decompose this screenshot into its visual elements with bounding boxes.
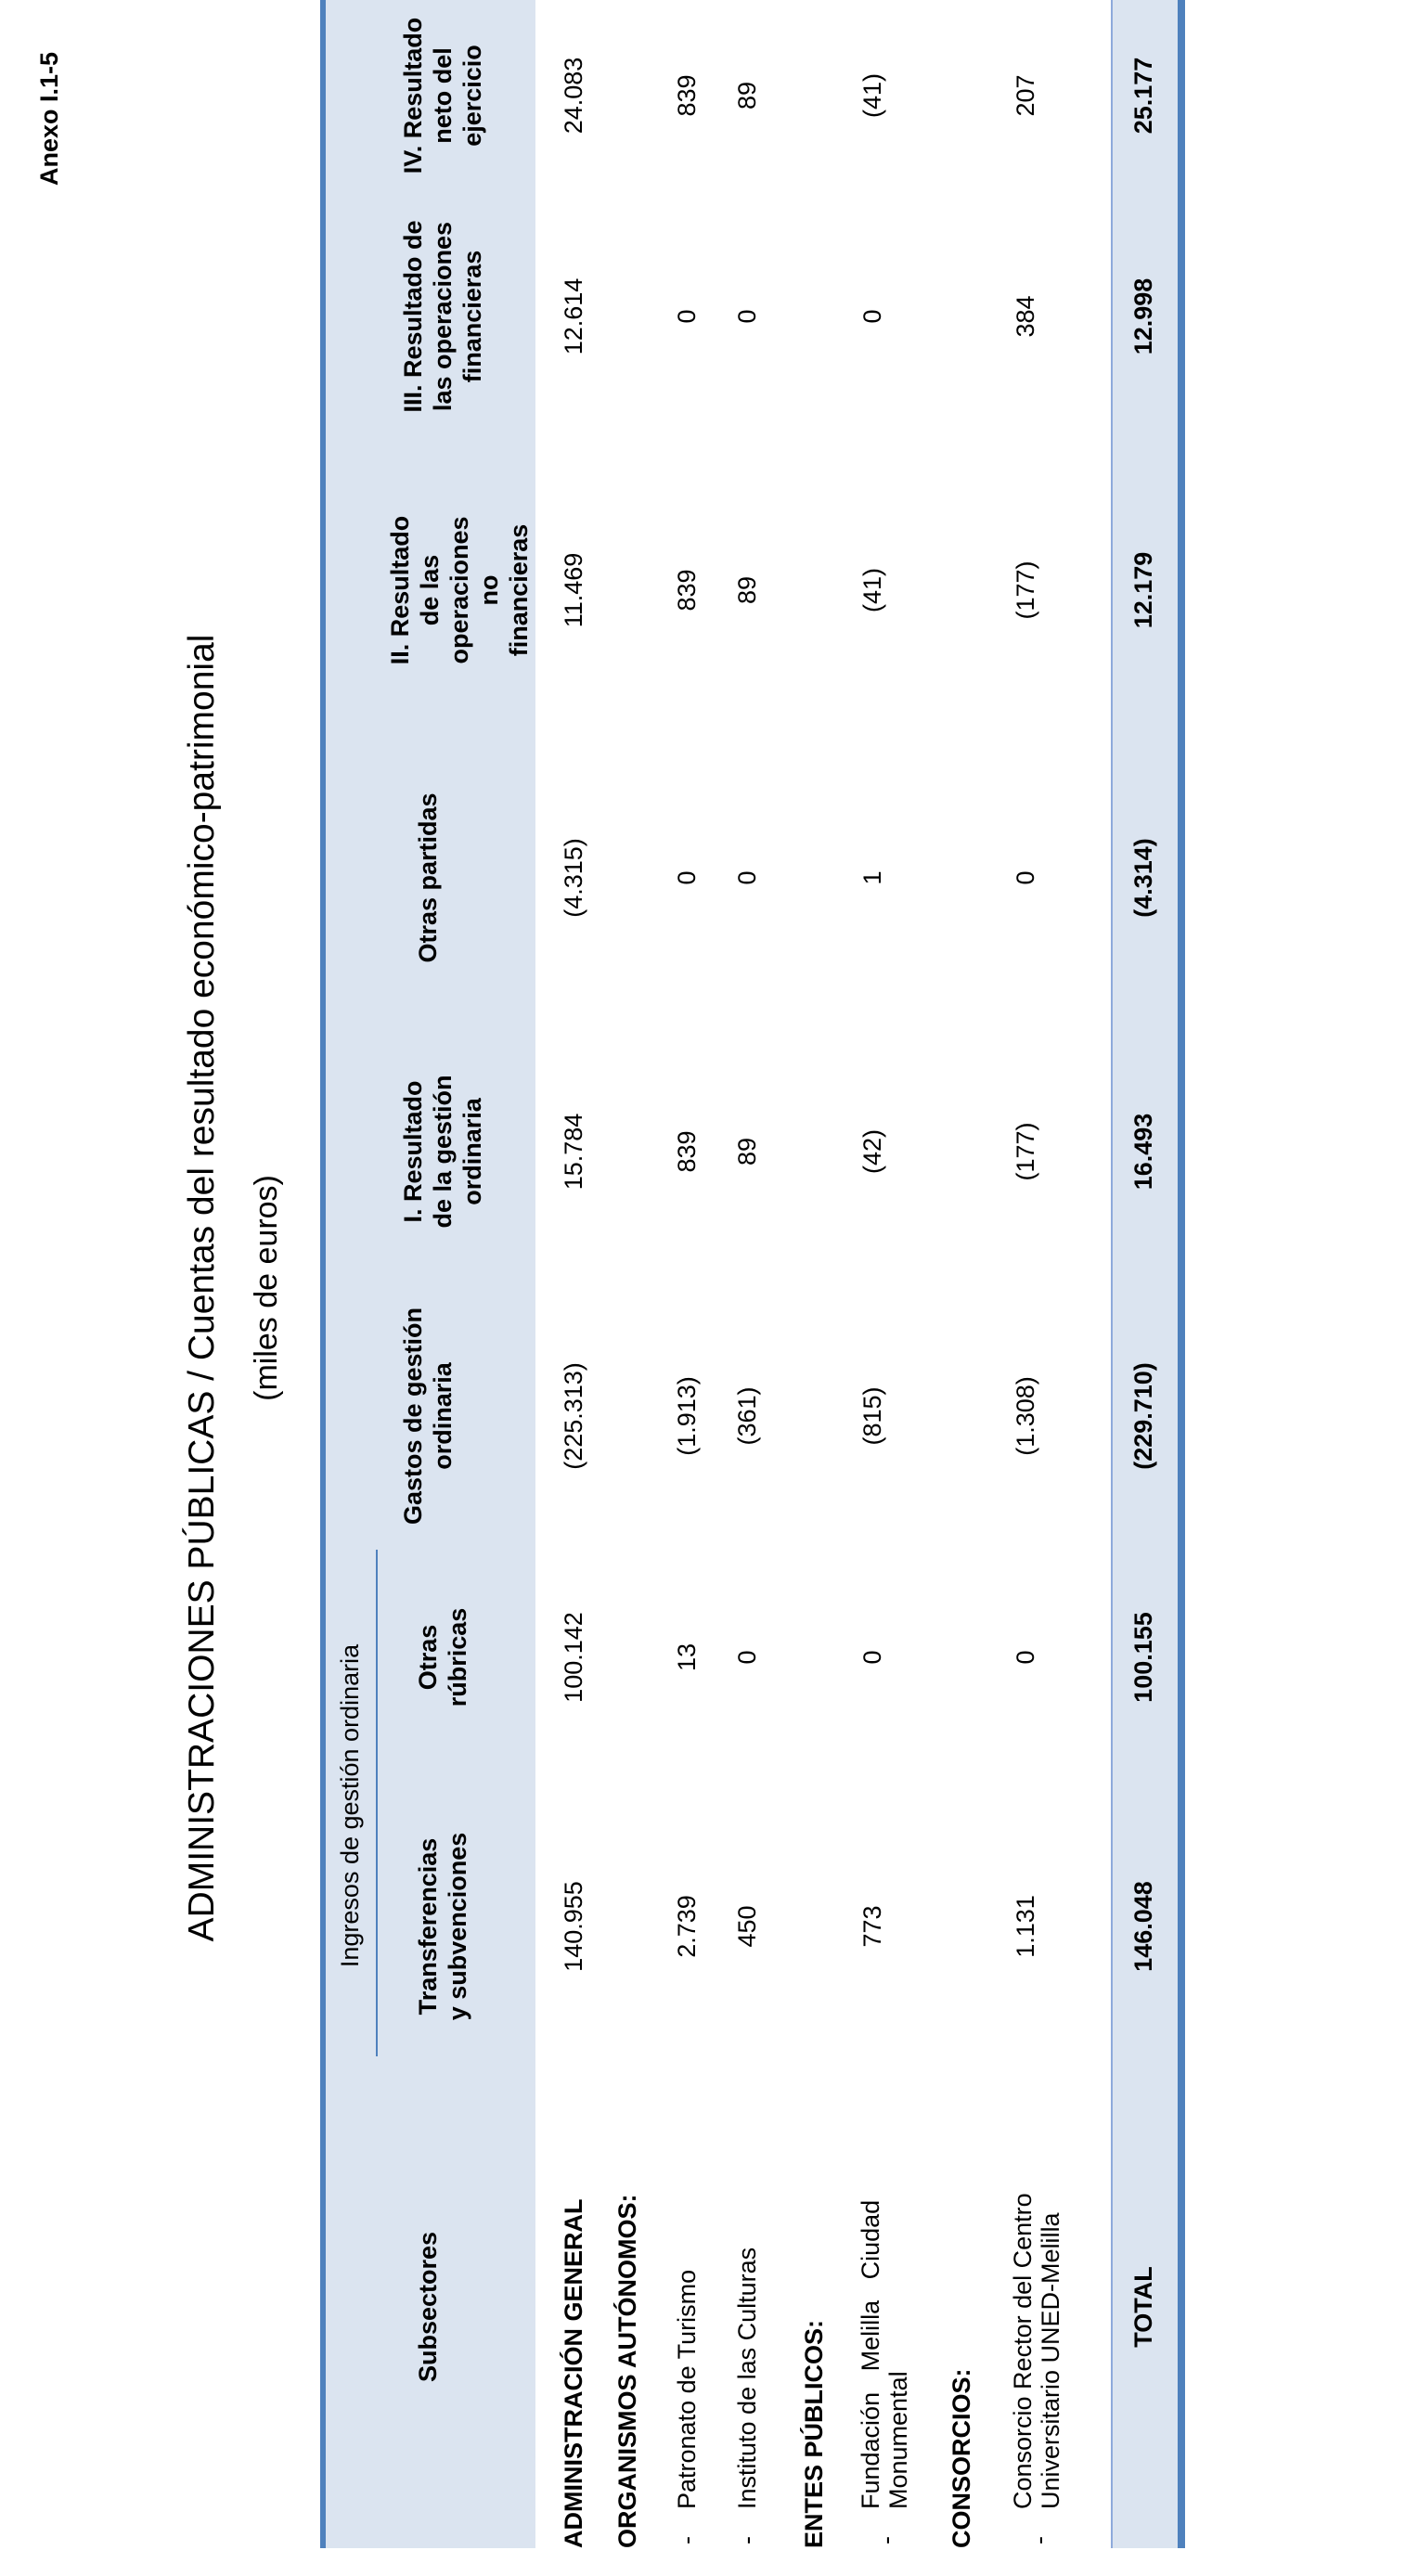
header-resultado-3-l3: financieras <box>458 250 486 383</box>
header-resultado-3-l2: las operaciones <box>429 221 457 412</box>
cell-consorcio-res4: 207 <box>1012 74 1039 117</box>
cell-patronato-gastos: (1.913) <box>673 1376 701 1456</box>
header-resultado-3-l1: III. Resultado de <box>399 220 427 413</box>
row-label-patronato: Patronato de Turismo <box>673 2269 701 2509</box>
header-resultado-1-l2: de la gestión <box>429 1075 457 1229</box>
cell-admin-general-res2: 11.469 <box>560 552 587 628</box>
header-subsectores <box>413 2066 443 2548</box>
section-label-oo-aa: ORGANISMOS AUTÓNOMOS: <box>613 2194 641 2548</box>
cell-instituto-res4: 89 <box>733 81 761 110</box>
cell-instituto-otras-partidas: 0 <box>733 870 761 885</box>
cell-admin-general-res3: 12.614 <box>560 277 587 355</box>
annex-label: Anexo I.1-5 <box>35 52 63 187</box>
cell-total-gastos: (229.710) <box>1129 1362 1157 1470</box>
row-dash-patronato: - <box>673 2536 701 2544</box>
cell-admin-general-res1: 15.784 <box>560 1113 587 1191</box>
section-label-entes: ENTES PÚBLICOS: <box>800 2319 828 2548</box>
header-resultado-4 <box>398 0 487 191</box>
total-row-bottom-border <box>1178 0 1185 2548</box>
cell-fundacion-otras-rubricas: 0 <box>858 1650 886 1665</box>
row-label-consorcio-l1: Consorcio Rector del Centro <box>1009 2193 1037 2509</box>
row-label-instituto: Instituto de las Culturas <box>733 2247 761 2509</box>
header-resultado-2-l2: de las <box>416 554 444 626</box>
cell-patronato-otras-rubricas: 13 <box>673 1642 701 1672</box>
header-resultado-2 <box>385 479 534 702</box>
cell-patronato-res1: 839 <box>673 1130 701 1173</box>
cell-admin-general-otras-rubricas: 100.142 <box>560 1612 587 1703</box>
cell-admin-general-otras-partidas: (4.315) <box>560 838 587 918</box>
header-transferencias-l1: Transferencias <box>414 1837 442 2016</box>
cell-consorcio-res1: (177) <box>1012 1122 1039 1181</box>
cell-patronato-res4: 839 <box>673 74 701 117</box>
row-dash-consorcio: - <box>1025 2536 1053 2544</box>
section-label-consorcios: CONSORCIOS: <box>947 2368 975 2548</box>
cell-consorcio-otras-partidas: 0 <box>1012 870 1039 885</box>
header-resultado-2-l4: no <box>475 574 503 606</box>
cell-instituto-res2: 89 <box>733 575 761 605</box>
row-label-fundacion <box>857 2138 912 2509</box>
cell-total-otras-partidas: (4.314) <box>1129 838 1157 918</box>
cell-patronato-transferencias: 2.739 <box>673 1895 701 1958</box>
header-group-ingresos-text: Ingresos de gestión ordinaria <box>336 1643 364 1968</box>
cell-instituto-otras-rubricas: 0 <box>733 1650 761 1665</box>
cell-consorcio-gastos: (1.308) <box>1012 1376 1039 1456</box>
row-label-fundacion-l2: Monumental <box>884 2371 912 2509</box>
cell-fundacion-otras-partidas: 1 <box>858 870 886 885</box>
cell-total-otras-rubricas: 100.155 <box>1129 1612 1157 1703</box>
header-resultado-1-l3: ordinaria <box>458 1098 486 1205</box>
cell-patronato-res3: 0 <box>673 309 701 324</box>
cell-consorcio-otras-rubricas: 0 <box>1012 1650 1039 1665</box>
row-label-admin-general: ADMINISTRACIÓN GENERAL <box>560 2198 587 2548</box>
cell-instituto-gastos: (361) <box>733 1386 761 1446</box>
row-dash-fundacion: - <box>872 2536 900 2544</box>
page-subtitle: (miles de euros) <box>249 1175 284 1401</box>
header-otras-rubricas <box>413 1546 472 1769</box>
cell-instituto-res1: 89 <box>733 1137 761 1166</box>
cell-consorcio-res2: (177) <box>1012 560 1039 620</box>
header-resultado-2-l5: financieras <box>505 523 533 657</box>
cell-total-res2: 12.179 <box>1129 551 1157 629</box>
header-resultado-4-l3: ejercicio <box>458 45 486 147</box>
cell-fundacion-gastos: (815) <box>858 1386 886 1446</box>
header-resultado-2-l3: operaciones <box>445 516 473 664</box>
results-table <box>320 0 1183 2576</box>
page-title: ADMINISTRACIONES PÚBLICAS / Cuentas del resultado económico-patrimonial <box>182 634 222 1942</box>
row-label-fundacion-l1: Fundación Melilla Ciudad <box>857 2199 884 2509</box>
row-label-consorcio-l2: Universitario UNED-Melilla <box>1037 2212 1064 2509</box>
cell-instituto-transferencias: 450 <box>733 1905 761 1948</box>
header-otras-rubricas-l2: rúbricas <box>444 1607 471 1707</box>
row-label-total: TOTAL <box>1129 2266 1157 2348</box>
cell-patronato-otras-partidas: 0 <box>673 870 701 885</box>
cell-fundacion-res2: (41) <box>858 568 886 613</box>
cell-total-res3: 12.998 <box>1129 277 1157 355</box>
cell-admin-general-transferencias: 140.955 <box>560 1881 587 1972</box>
header-resultado-3 <box>398 191 487 442</box>
header-gastos <box>398 1277 458 1555</box>
header-transferencias <box>413 1797 472 2056</box>
header-resultado-4-l1: IV. Resultado <box>399 17 427 174</box>
cell-instituto-res3: 0 <box>733 309 761 324</box>
cell-fundacion-transferencias: 773 <box>858 1905 886 1948</box>
cell-fundacion-res1: (42) <box>858 1129 886 1175</box>
row-label-consorcio <box>1009 2101 1064 2509</box>
cell-consorcio-transferencias: 1.131 <box>1012 1895 1039 1958</box>
header-resultado-2-l1: II. Resultado <box>386 515 414 665</box>
cell-fundacion-res3: 0 <box>858 309 886 324</box>
cell-fundacion-res4: (41) <box>858 73 886 119</box>
header-subsectores-text: Subsectores <box>414 2231 442 2383</box>
header-otras-partidas <box>413 739 443 1017</box>
cell-total-res1: 16.493 <box>1129 1113 1157 1191</box>
cell-admin-general-gastos: (225.313) <box>560 1362 587 1470</box>
row-dash-instituto: - <box>733 2536 761 2544</box>
header-top-border <box>320 0 326 2548</box>
header-gastos-l2: ordinaria <box>429 1362 457 1470</box>
cell-total-res4: 25.177 <box>1129 57 1157 135</box>
header-resultado-1 <box>398 1026 487 1277</box>
total-row-top-rule <box>1111 0 1113 2548</box>
header-gastos-l1: Gastos de gestión <box>399 1307 427 1526</box>
cell-admin-general-res4: 24.083 <box>560 57 587 135</box>
header-otras-rubricas-l1: Otras <box>414 1624 442 1691</box>
cell-patronato-res2: 839 <box>673 569 701 612</box>
header-resultado-4-l2: neto del <box>429 47 457 144</box>
header-otras-partidas-l1: Otras partidas <box>414 792 442 963</box>
header-group-ingresos <box>335 1546 365 2066</box>
cell-consorcio-res3: 384 <box>1012 295 1039 338</box>
header-group-rule <box>376 1550 378 2056</box>
header-resultado-1-l1: I. Resultado <box>399 1080 427 1223</box>
header-transferencias-l2: y subvenciones <box>444 1832 471 2021</box>
cell-total-transferencias: 146.048 <box>1129 1881 1157 1972</box>
